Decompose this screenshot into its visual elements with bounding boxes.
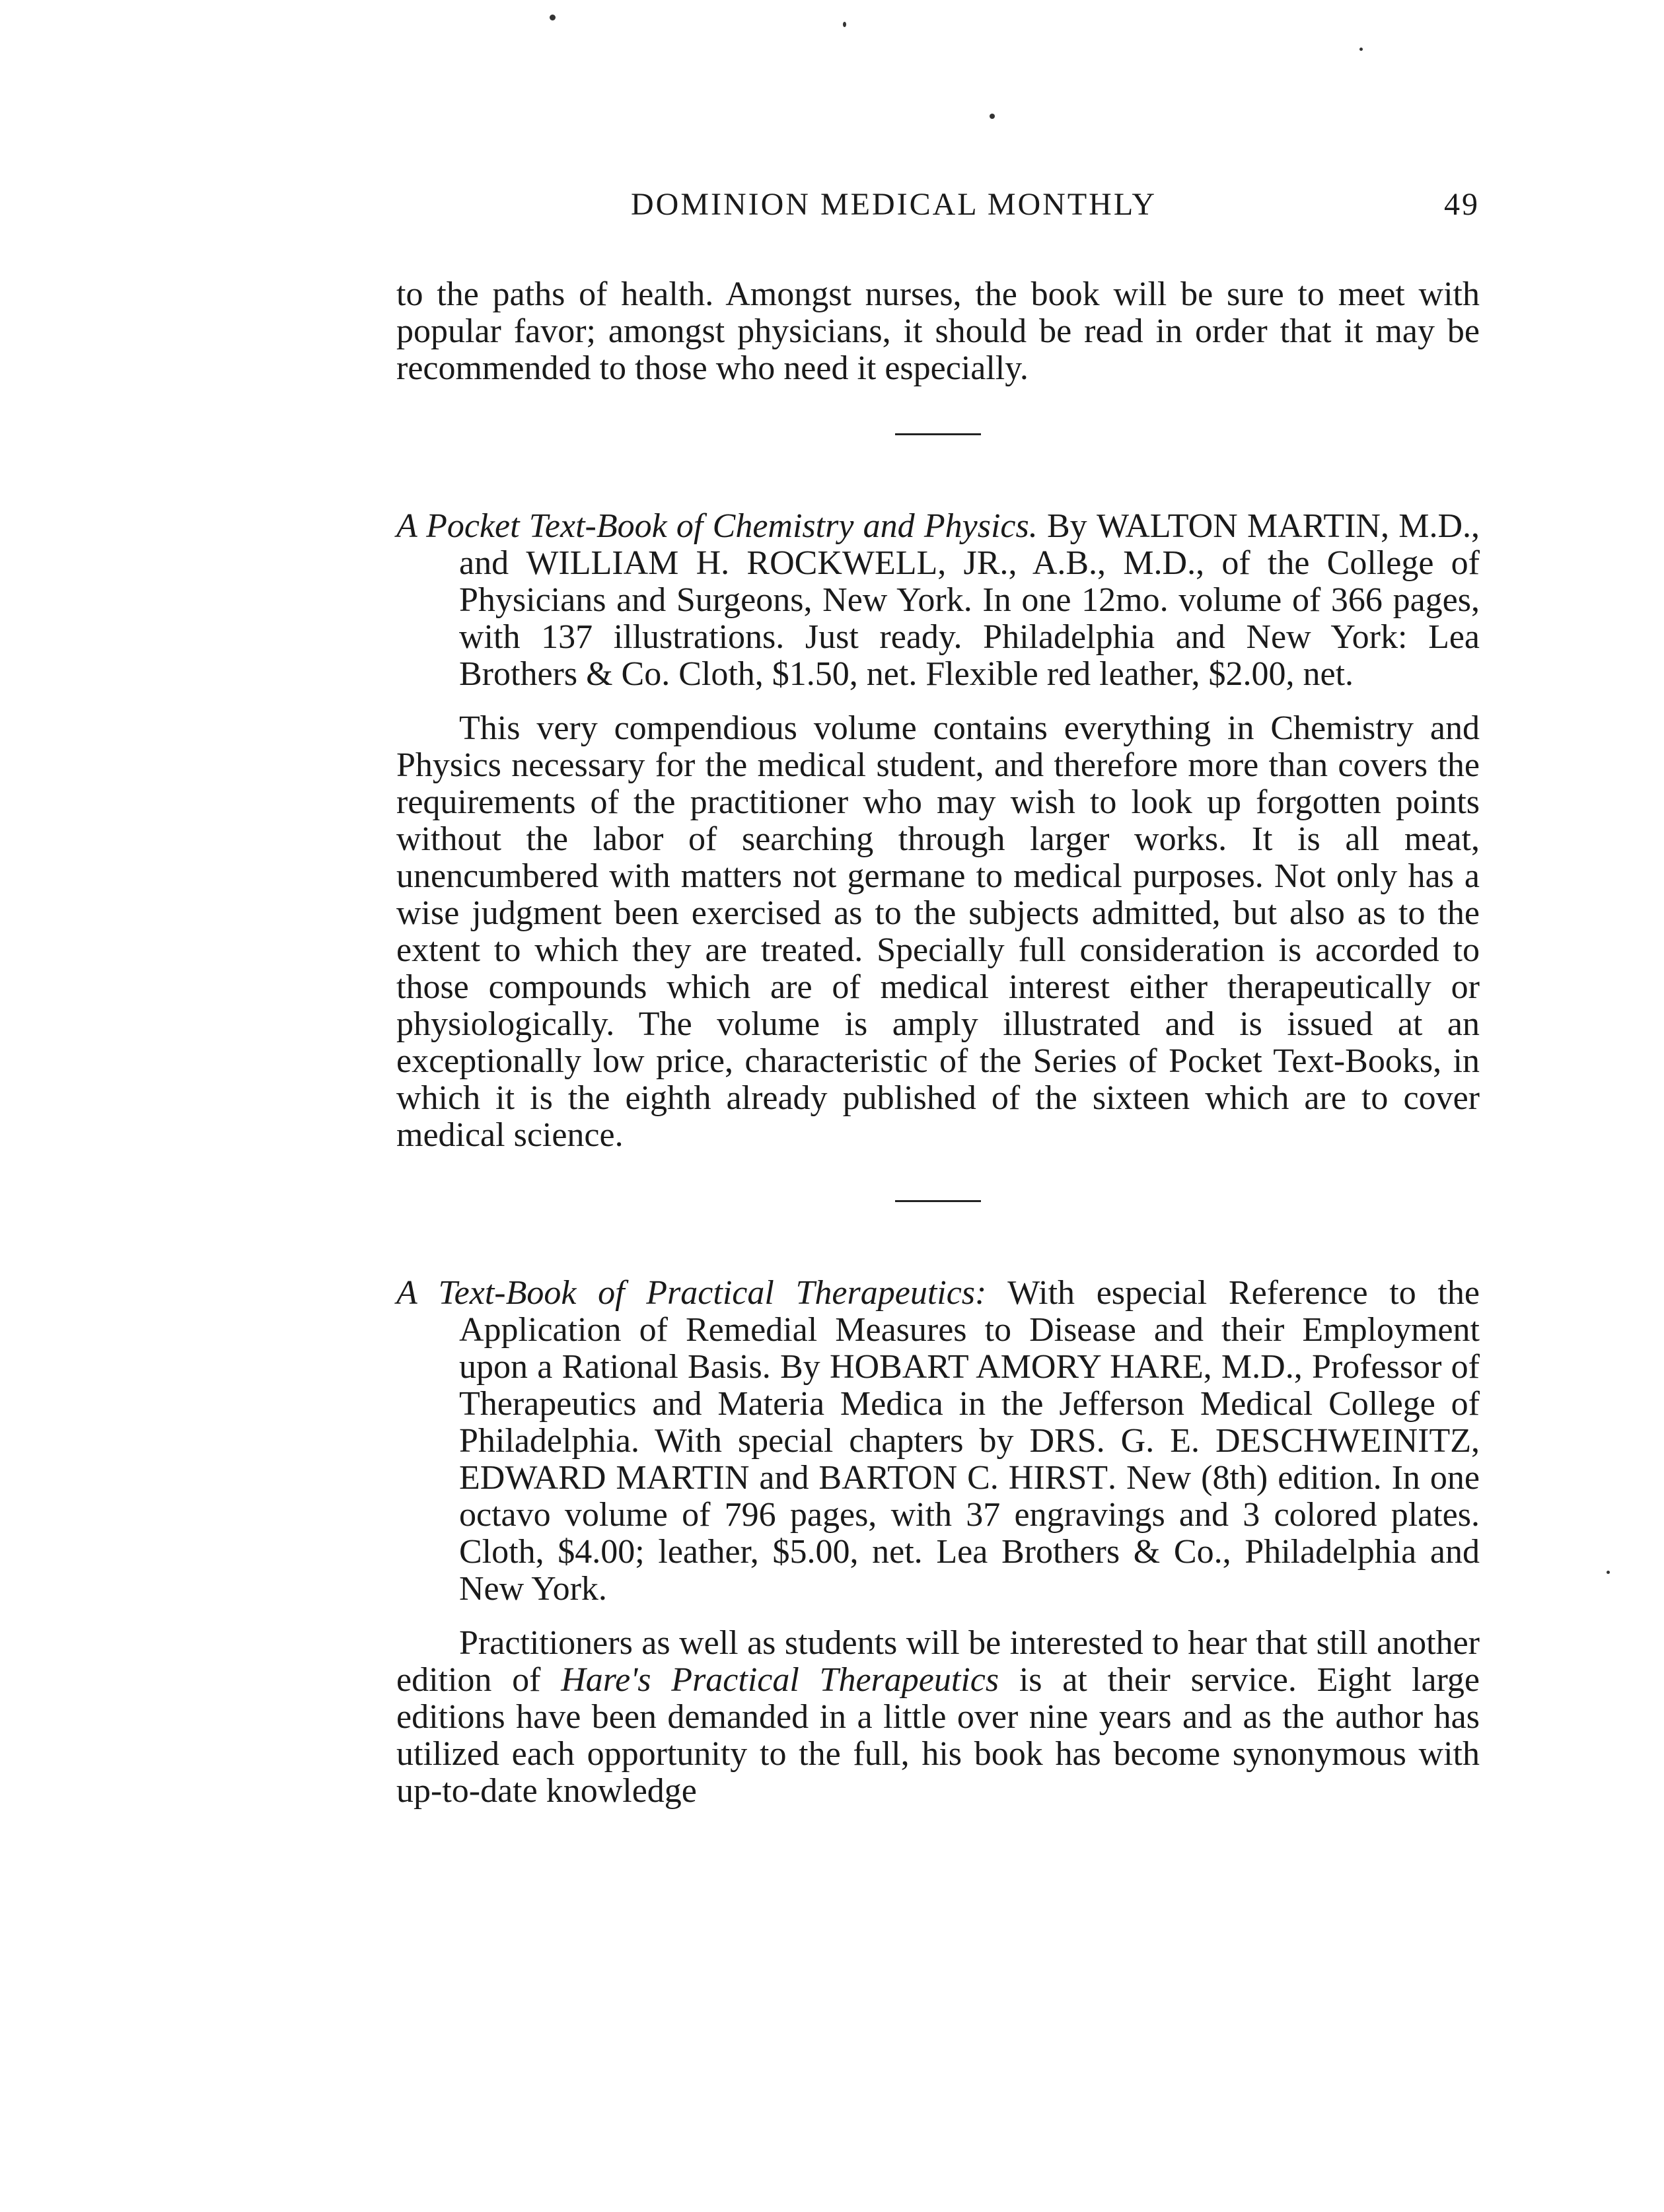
- book-citation-chemistry-physics: [396, 508, 1480, 693]
- review-text-chemistry-physics: This very compendious volume contains everything in Chemistry and Physics necessary for the medical student, and therefore more than covers the requirements of the practitioner who may wish to look up forgotten points without the labor of searching through larger works. It is all meat, unencumbered with matters not germane to medical purposes. Not only has a wise judgment been exercised as to the subjects admitted, but also as to the extent to which they are treated. Specially full consideration is accorded to those compounds which are of medical interest either therapeutically or physiologically. The volume is amply illustrated and is issued at an exceptionally low price, characteristic of the Series of Pocket Text-Books, in which it is the eighth already published of the sixteen which are to cover medical science.: [396, 709, 1480, 1154]
- author-name: WALTON MARTIN: [1096, 507, 1381, 545]
- book-citation-practical-therapeutics: [396, 1275, 1480, 1608]
- citation-title: A Text-Book of Practical Therapeutics:: [396, 1274, 987, 1312]
- citation-separator: , M.D., and: [459, 507, 1480, 582]
- page-header: [396, 186, 1480, 232]
- running-title: DOMINION MEDICAL MONTHLY: [631, 187, 1157, 222]
- citation-details: . New (8th) edition. In one octavo volume of 796 pages, with 37 engravings and 3 colored plates. Cloth, $4.00; leather, $5.00, net. Lea Brothers & Co., Philadelphia and New York.: [459, 1459, 1480, 1608]
- citation-details: , A.B., M.D., of the College of Physicians and Surgeons, New York. In one 12mo. volume of 366 pages, with 137 illustrations. Just ready. Philadelphia and New York: Lea Brothers & Co. Cloth, $1.50, net. Flexible red leather, $2.00, net.: [459, 544, 1480, 693]
- citation-title: A Pocket Text-Book of Chemistry and Physics.: [396, 507, 1038, 545]
- scan-speck: [1359, 48, 1363, 51]
- review-text-part: is at their service. Eight large editions have been demanded in a little over nine years and as the author has utilized each opportunity to the full, his book has become synonymous with up-to-date knowledge: [396, 1661, 1480, 1810]
- author-name: DRS. G. E. DESCHWEINITZ, EDWARD MARTIN: [459, 1422, 1480, 1497]
- scan-speck: [990, 114, 995, 119]
- book-reference: Hare's Practical Therapeutics: [561, 1661, 999, 1699]
- review-text-practical-therapeutics: [396, 1625, 1480, 1810]
- review-text-part: Practitioners as well as students will be interested to hear that still another edition of: [396, 1624, 1480, 1699]
- page-number: 49: [1444, 187, 1480, 222]
- citation-separator: , M.D., Professor of Therapeutics and Materia Medica in the Jefferson Medical College of Philadelphia. With special chapters by: [459, 1348, 1480, 1460]
- citation-by: By: [1037, 507, 1097, 545]
- text-column: [396, 276, 1480, 1810]
- scan-speck: [1607, 1571, 1610, 1574]
- scan-speck: [550, 15, 556, 20]
- author-name: HOBART AMORY HARE: [829, 1348, 1204, 1386]
- citation-subtitle: With especial Reference to the Application of Remedial Measures to Disease and their Employment upon a Rational Basis. By: [459, 1274, 1480, 1386]
- citation-separator: and: [749, 1459, 819, 1497]
- author-name: BARTON C. HIRST: [818, 1459, 1108, 1497]
- continued-paragraph: to the paths of health. Amongst nurses, the book will be sure to meet with popular favor; amongst physicians, it should be read in order that it may be recommended to those who need it especially.: [396, 275, 1480, 387]
- author-name: WILLIAM H. ROCKWELL, JR.: [526, 544, 1009, 582]
- scan-speck: [843, 22, 846, 27]
